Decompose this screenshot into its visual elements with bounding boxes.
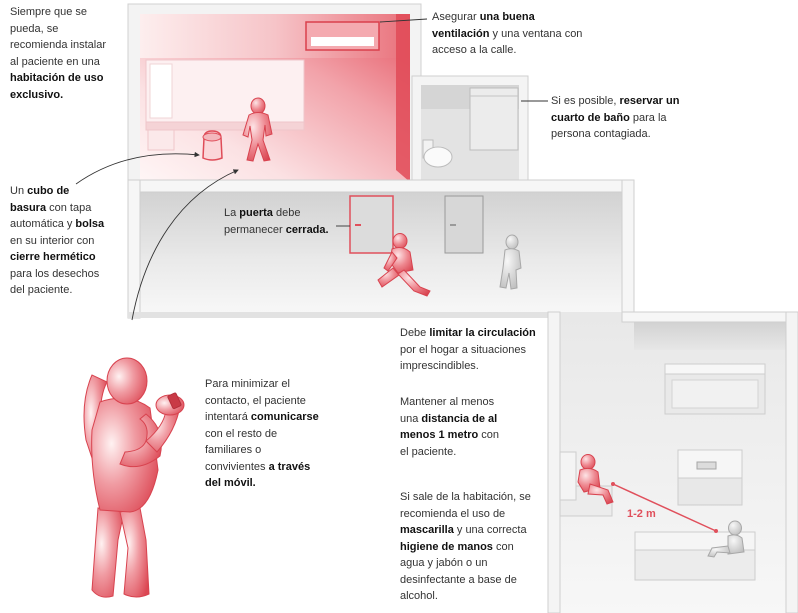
note-text-bold: distancia de al menos 1 metro xyxy=(400,412,498,441)
note-text: con tapa automática y xyxy=(10,201,92,230)
note-text: Siempre que se pueda, se recomienda instalar al paciente en una xyxy=(10,6,106,68)
nightstand xyxy=(148,130,174,150)
note-text: y una correcta xyxy=(456,524,527,536)
window xyxy=(306,22,379,50)
note-phone xyxy=(205,376,319,492)
hallway xyxy=(128,180,634,318)
note-text: Mantener al menos una xyxy=(400,396,495,425)
shower xyxy=(470,88,518,150)
note-text: con agua y jabón o un desinfectante a base de alcohol. xyxy=(400,540,517,602)
note-exclusive-room xyxy=(10,4,106,103)
note-text: debe permanecer xyxy=(224,207,301,236)
note-text-bold: mascarilla xyxy=(400,524,454,536)
bathroom-door xyxy=(445,196,483,253)
note-text-bold: habitación de uso exclusivo. xyxy=(10,72,104,101)
note-text-bold: higiene de manos xyxy=(400,540,493,553)
patient-with-phone-figure xyxy=(84,358,184,597)
note-text: en su interior con xyxy=(10,234,95,247)
note-text-bold: comunicarse xyxy=(250,411,319,423)
note-text: Debe xyxy=(400,327,430,339)
note-text-bold: puerta xyxy=(239,207,273,219)
bedroom-side-wall xyxy=(396,14,410,182)
note-bathroom xyxy=(551,93,679,143)
note-text: para los desechos del paciente. xyxy=(10,267,100,296)
note-text-bold: cubo de basura xyxy=(10,185,70,214)
bathroom xyxy=(412,76,528,184)
distance-label: 1-2 m xyxy=(627,508,656,520)
note-text: Si es posible, xyxy=(551,95,620,107)
note-text-bold: cierre hermético xyxy=(10,251,96,263)
note-trash-bin xyxy=(10,183,104,299)
living-room xyxy=(548,312,798,613)
note-distance xyxy=(400,394,499,460)
note-ventilation xyxy=(432,9,582,59)
note-door xyxy=(224,205,329,238)
note-text: con el resto de familiares o convivientes xyxy=(205,427,278,473)
note-circulation xyxy=(400,325,536,375)
note-text-bold: una buena ventilación xyxy=(432,11,535,40)
trash-bin xyxy=(203,131,222,160)
note-text: La xyxy=(224,207,240,219)
bedroom-door xyxy=(350,196,393,253)
note-text-bold: limitar la circulación xyxy=(429,327,536,339)
note-text: Si sale de la habitación, se recomienda el uso de xyxy=(400,491,531,520)
sideboard xyxy=(665,364,765,414)
note-text: por el hogar a situaciones imprescindibles. xyxy=(400,343,526,372)
bed xyxy=(146,60,304,130)
note-text: Un xyxy=(10,185,28,197)
note-text: para la persona contagiada. xyxy=(551,111,667,140)
coffee-table xyxy=(678,450,742,505)
note-text-bold: bolsa xyxy=(75,218,105,230)
note-text: con el paciente. xyxy=(400,429,500,458)
note-text-bold: a través del móvil. xyxy=(205,460,311,489)
note-text: Asegurar xyxy=(432,11,480,23)
note-text: y una ventana con acceso a la calle. xyxy=(432,27,583,56)
note-text-bold: cerrada. xyxy=(285,223,329,236)
note-mask-hygiene xyxy=(400,489,531,605)
note-text: Para minimizar el contacto, el paciente intentará xyxy=(205,378,306,423)
bedroom xyxy=(128,4,421,184)
note-text-bold: reservar un cuarto de baño xyxy=(551,95,680,124)
